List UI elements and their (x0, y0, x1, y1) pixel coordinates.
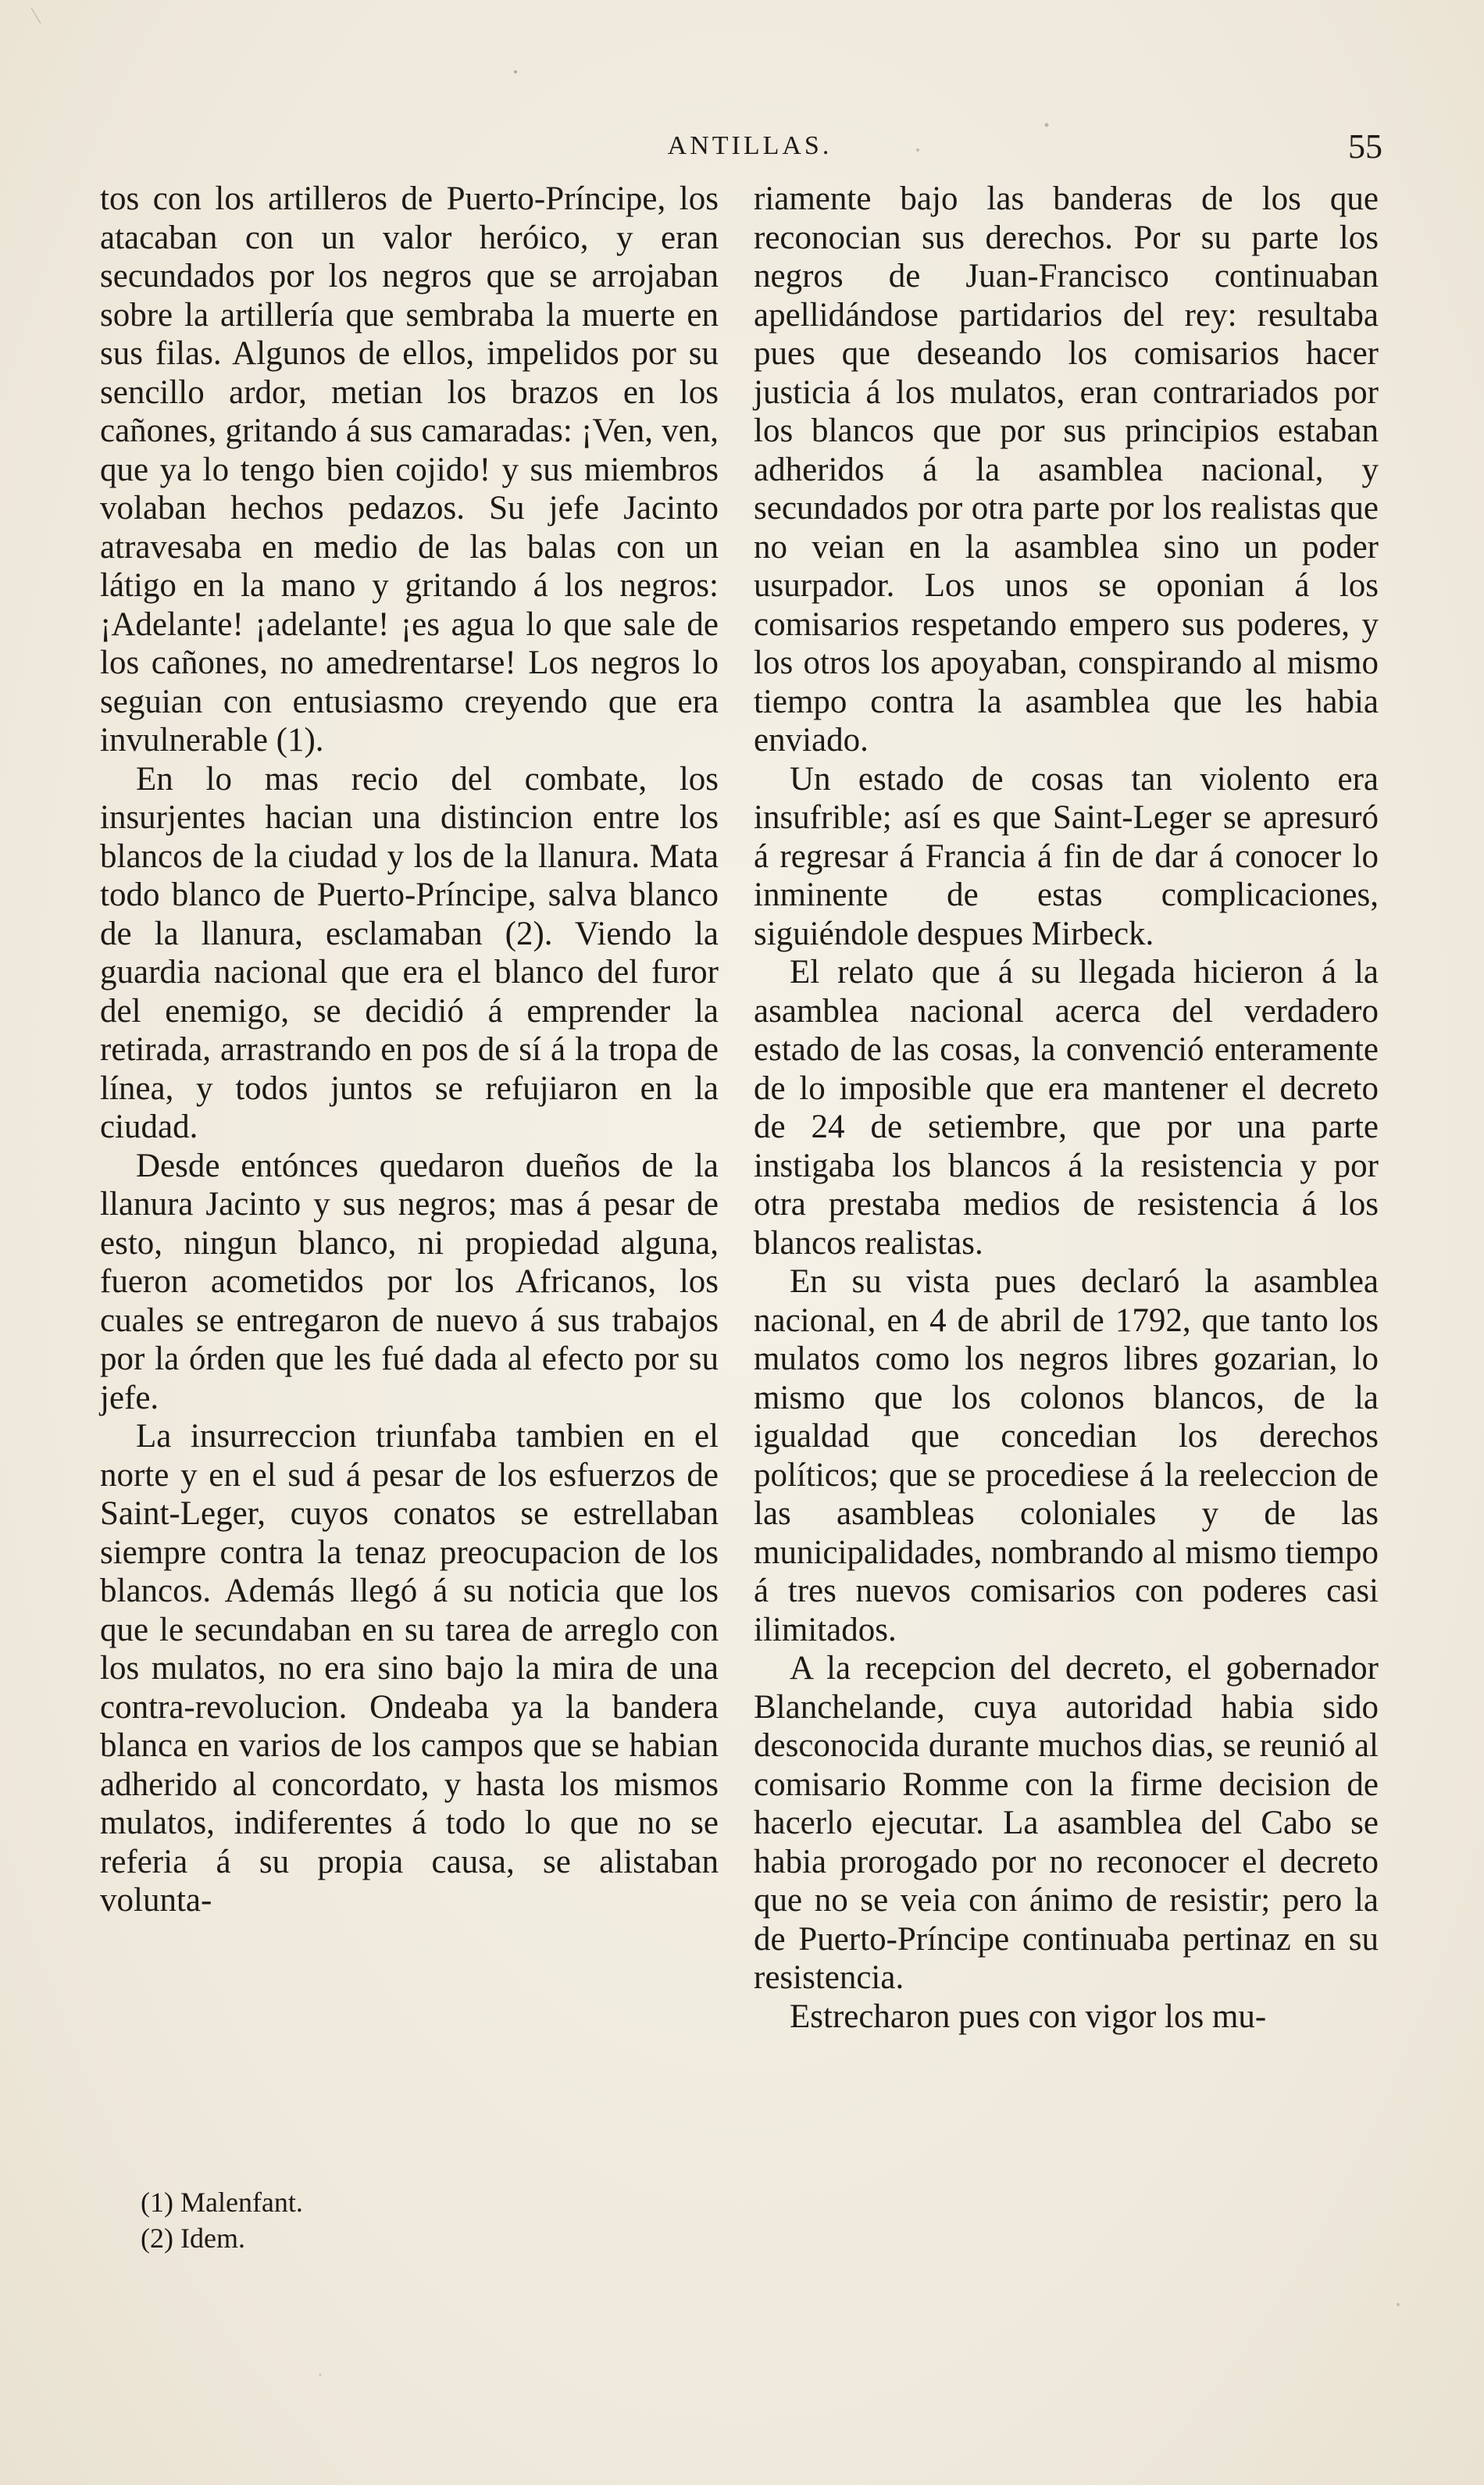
paragraph: En su vista pues declaró la asamblea nacional, en 4 de abril de 1792, que tanto los mulatos como los negros libres gozarian, lo mismo que los colonos blancos, de la igualdad que concedian los derechos políticos; que se procediese á la reeleccion de las asambleas coloniales y de las municipalidades, nombrando al mismo tiempo á tres nuevos comisarios con poderes casi ilimitados. (754, 1263, 1379, 1648)
paragraph: Estrecharon pues con vigor los mu- (790, 1998, 1267, 2035)
paragraph: riamente bajo las banderas de los que reconocian sus derechos. Por su parte los negros de Juan-Francisco continuaban apellidándose partidarios del rey: resultaba pues que deseando los comisarios hacer justicia á los mulatos, eran contrariados por los blancos que por sus principios estaban adheridos á la asamblea nacional, y secundados por otra parte por los realistas que no veian en la asamblea sino un poder usurpador. Los unos se oponian á los comisarios respetando empero sus poderes, y los otros los apoyaban, conspirando al mismo tiempo contra la asamblea que les habia enviado. (754, 180, 1379, 759)
paragraph: La insurreccion triunfaba tambien en el norte y en el sud á pesar de los esfuerzos de Saint-Leger, cuyos conatos se estrellaban siempre contra la tenaz preocupacion de los blancos. Además llegó á su noticia que los que le secundaban en su tarea de arreglo con los mulatos, no era sino bajo la mira de una contra-revolucion. Ondeaba ya la bandera blanca en varios de los campos que se habian adherido al concordato, y hasta los mismos mulatos, indiferentes á todo lo que no se referia á su propia causa, se alistaban volunta- (100, 1418, 719, 1919)
paragraph: Un estado de cosas tan violento era insufrible; así es que Saint-Leger se apresuró á regresar á Francia á fin de dar á conocer lo inminente de estas complicaciones, siguiéndole despues Mirbeck. (754, 760, 1379, 952)
paragraph: A la recepcion del decreto, el gobernador Blanchelande, cuya autoridad habia sido desconocida durante muchos dias, se reunió al comisario Romme con la firme decision de hacerlo ejecutar. La asamblea del Cabo se habia prorogado por no reconocer el decreto que no se veia con ánimo de resistir; pero la de Puerto-Príncipe continuaba pertinaz en su resistencia. (754, 1650, 1379, 1996)
paragraph: tos con los artilleros de Puerto-Príncipe, los atacaban con un valor heróico, y eran secundados por los negros que se arrojaban sobre la artillería que sembraba la muerte en sus filas. Algunos de ellos, impelidos por su sencillo ardor, metian los brazos en los cañones, gritando á sus camaradas: ¡Ven, ven, que ya lo tengo bien cojido! y sus miembros volaban hechos pedazos. Su jefe Jacinto atravesaba en medio de las balas con un látigo en la mano y gritando á los negros: ¡Adelante! ¡adelante! ¡es agua lo que sale de los cañones, no amedrentarse! Los negros lo seguian con entusiasmo creyendo que era invulnerable (1). (100, 180, 719, 759)
paragraph: Desde entónces quedaron dueños de la llanura Jacinto y sus negros; mas á pesar de esto, ningun blanco, ni propiedad alguna, fueron acometidos por los Africanos, los cuales se entregaron de nuevo á sus trabajos por la órden que les fué dada al efecto por su jefe. (100, 1147, 719, 1416)
paragraph: El relato que á su llegada hicieron á la asamblea nacional acerca del verdadero estado de las cosas, la convenció enteramente de lo imposible que era mantener el decreto de 24 de setiembre, que por una parte instigaba los blancos á la resistencia y por otra prestaba medios de resistencia á los blancos realistas. (754, 954, 1379, 1262)
paragraph: En lo mas recio del combate, los insurjentes hacian una distincion entre los blancos de la ciudad y los de la llanura. Mata todo blanco de Puerto-Príncipe, salva blanco de la llanura, esclamaban (2). Viendo la guardia nacional que era el blanco del furor del enemigo, se decidió á emprender la retirada, arrastrando en pos de sí á la tropa de línea, y todos juntos se refujiaron en la ciudad. (100, 760, 719, 1145)
right-column (754, 180, 1379, 2036)
running-title: ANTILLAS. (667, 131, 833, 160)
footnote: (2) Idem. (141, 2223, 245, 2254)
left-column (100, 180, 719, 1920)
page-header (117, 127, 1382, 178)
page-number: 55 (1348, 127, 1382, 166)
footnotes (141, 2184, 609, 2256)
footnote: (1) Malenfant. (141, 2187, 303, 2218)
